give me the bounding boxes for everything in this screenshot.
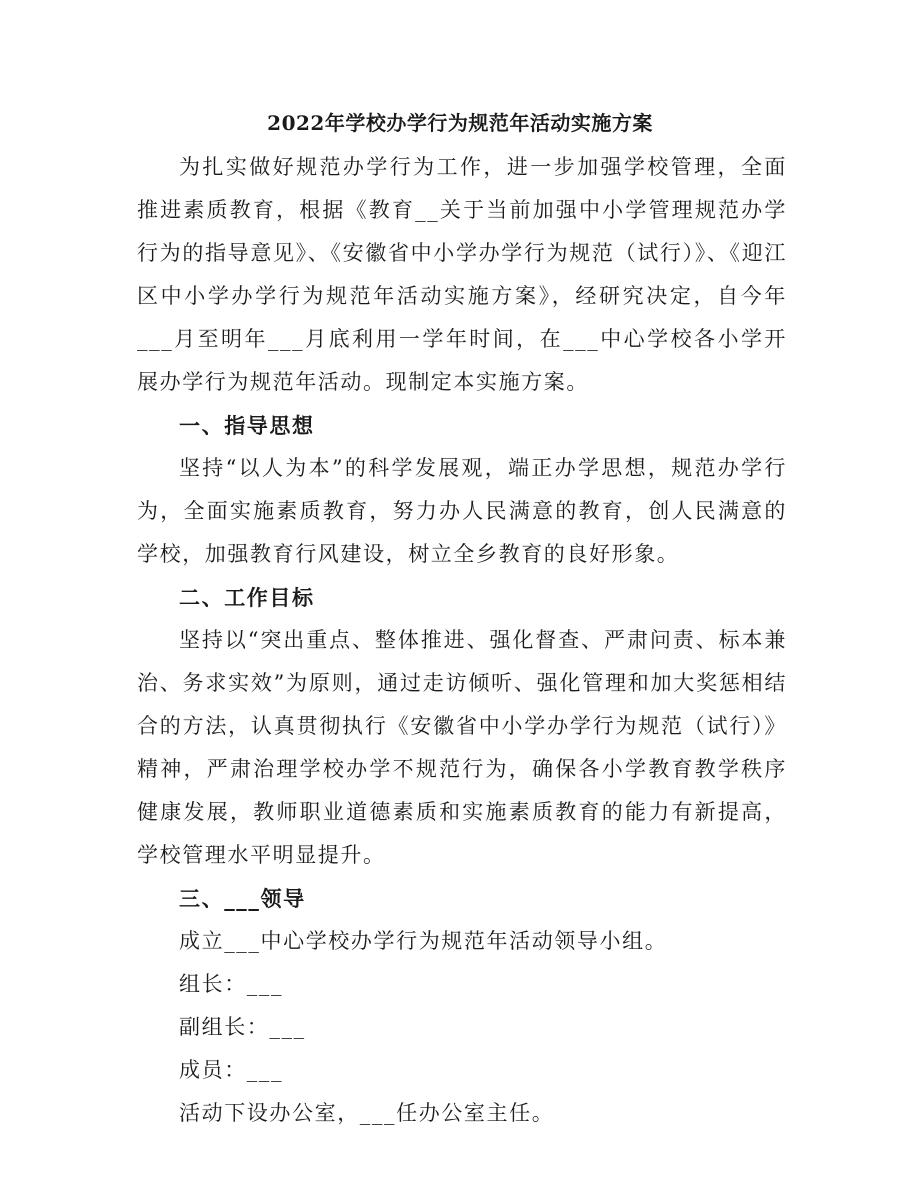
- members-line: 成员：___: [179, 1058, 284, 1082]
- leadership-group-line: 成立___中心学校办学行为规范年活动领导小组。: [179, 929, 668, 953]
- document-body: [137, 146, 787, 1135]
- deputy-leader-line: 副组长：___: [179, 1015, 306, 1039]
- section-heading-work-goals: 二、工作目标: [179, 585, 315, 610]
- section-heading-leadership: 三、___领导: [179, 886, 306, 911]
- work-goals-paragraph: 坚持以“突出重点、整体推进、强化督查、严肃问责、标本兼治、务求实效”为原则，通过走访倾听、强化管理和加大奖惩相结合的方法，认真贯彻执行《安徽省中小学办学行为规范（试行）》精神，严肃治理学校办学不规范行为，确保各小学教育教学秩序健康发展，教师职业道德素质和实施素质教育的能力有新提高，学校管理水平明显提升。: [137, 628, 787, 867]
- group-leader-line: 组长：___: [179, 972, 284, 996]
- document-title: 2022年学校办学行为规范年活动实施方案: [267, 111, 653, 135]
- guiding-ideology-paragraph: 坚持“以人为本”的科学发展观，端正办学思想，规范办学行为，全面实施素质教育，努力办人民满意的教育，创人民满意的学校，加强教育行风建设，树立全乡教育的良好形象。: [137, 456, 787, 566]
- intro-paragraph: 为扎实做好规范办学行为工作，进一步加强学校管理，全面推进素质教育，根据《教育__关于当前加强中小学管理规范办学行为的指导意见》、《安徽省中小学办学行为规范（试行）》、《迎江区中小学办学行为规范年活动实施方案》，经研究决定，自今年___月至明年___月底利用一学年时间，在___中心学校各小学开展办学行为规范年活动。现制定本实施方案。: [137, 155, 787, 394]
- office-line: 活动下设办公室，___任办公室主任。: [179, 1101, 555, 1125]
- section-heading-guiding-ideology: 一、指导思想: [179, 413, 315, 438]
